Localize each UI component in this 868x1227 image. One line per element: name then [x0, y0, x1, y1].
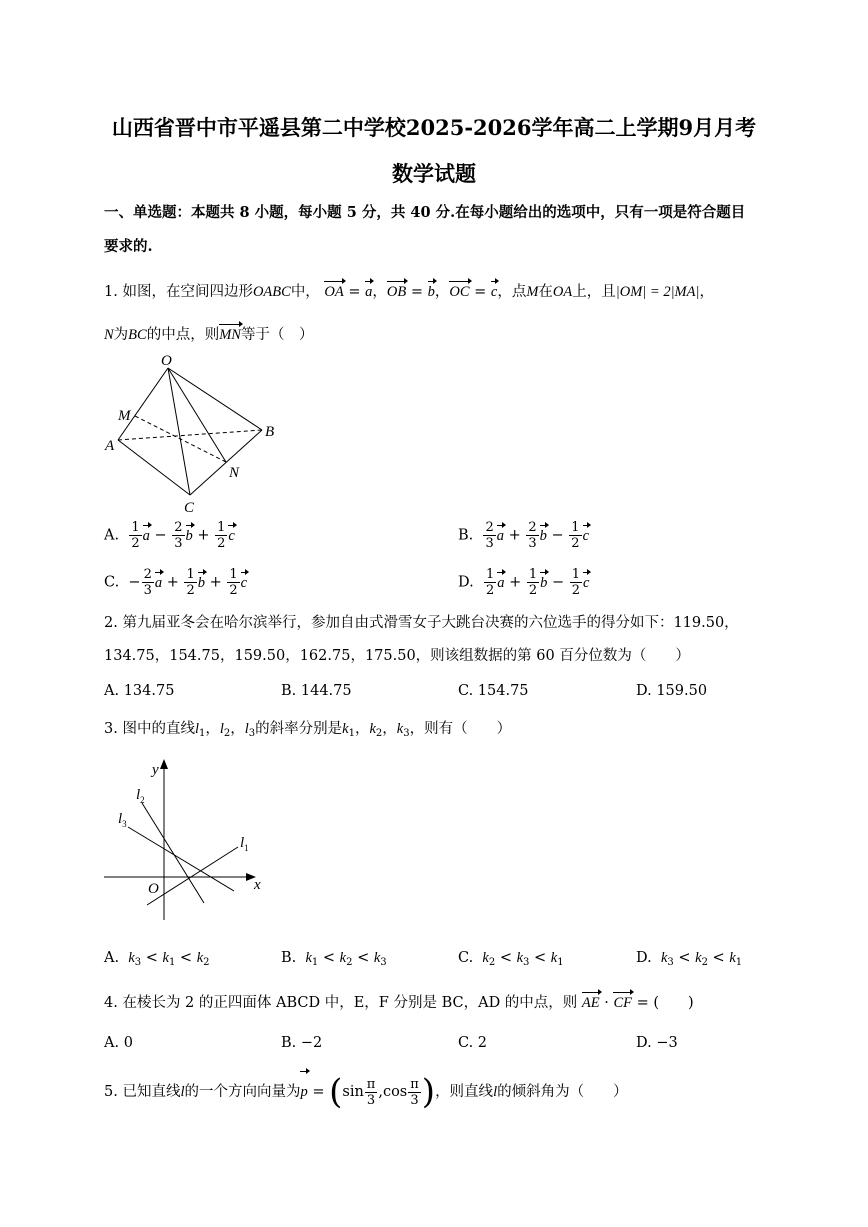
q3-number: 3.: [104, 721, 118, 737]
q4-stem: 4. 在棱长为 2 的正四面体 ABCD 中，E，F 分别是 BC，AD 的中点，则 AE · CF = ( ): [104, 995, 694, 1011]
fraction-pi-3: $\frac{\pi}{3}$: [366, 1076, 376, 1108]
option-label: B.: [281, 950, 297, 966]
q4-option-b[interactable]: B. −2: [281, 1035, 323, 1051]
section-heading: 一、单选题：本题共 8 小题，每小题 5 分，共 40 分.在每小题给出的选项中，只有一项是符合题目: [104, 204, 746, 221]
vector-b: b: [540, 574, 548, 591]
fraction: $\frac{1}{2}$: [229, 567, 238, 598]
q2-option-c[interactable]: C. 154.75: [458, 683, 529, 699]
label-n: N: [229, 465, 240, 481]
q1-stem-line2: [104, 325, 313, 345]
q1-option-a[interactable]: A. $\frac{1}{2}$ a − $\frac{2}{3}$ b + $\frac{1}{2}$ c: [104, 520, 235, 551]
q4-tail: = ( ): [636, 995, 694, 1011]
q4-text: 4. 在棱长为 2 的正四面体 ABCD 中，E，F 分别是 BC，AD 的中点，则: [104, 995, 578, 1011]
edge-ac: [118, 440, 190, 495]
q2-stem: 2. 第九届亚冬会在哈尔滨举行，参加自由式滑雪女子大跳台决赛的六位选手的得分如下：119.50，: [104, 615, 739, 631]
vector-p: p: [300, 1072, 307, 1112]
q1-text: 在: [538, 284, 553, 300]
q1-text: 为: [113, 327, 129, 343]
fraction: $\frac{1}{2}$: [131, 520, 140, 551]
q3-option-a[interactable]: A. $k_3 < k_1 < k_2$: [104, 950, 210, 968]
option-label: C.: [458, 950, 474, 966]
q3-option-c[interactable]: C. $k_2 < k_3 < k_1$: [458, 950, 564, 968]
segment-on: [168, 368, 226, 462]
y-axis-arrow: [160, 759, 168, 769]
q1-quad: OABC: [252, 284, 291, 300]
q2-option-b[interactable]: B. 144.75: [281, 683, 352, 699]
fraction: $\frac{2}{3}$: [528, 520, 537, 551]
q1-number: 1.: [104, 284, 118, 300]
label-m: M: [118, 408, 131, 424]
label-o: O: [161, 353, 172, 369]
label-b: B: [265, 424, 275, 440]
vector-b: b: [427, 284, 435, 300]
vector-b: b: [197, 574, 205, 591]
q5-stem: 5. 已知直线l的一个方向向量为p = (sin $\frac{\pi}{3}$ ,cos $\frac{\pi}{3}$ )，则直线l的倾斜角为（ ）: [104, 1072, 628, 1112]
edge-ob: [168, 368, 262, 430]
q1-point-m: M: [526, 284, 539, 300]
document-title: 山西省晋中市平遥县第二中学校2025-2026学年高二上学期9月月考: [111, 115, 757, 140]
q5-line-l: l: [493, 1084, 498, 1100]
fraction: $\frac{1}{2}$: [217, 520, 226, 551]
vector-c: c: [228, 527, 235, 544]
q1-text: ，点: [497, 284, 527, 300]
fraction: $\frac{1}{2}$: [485, 567, 495, 598]
q1-option-c[interactable]: C. − $\frac{2}{3}$ a + $\frac{1}{2}$ b + $\frac{1}{2}$ c: [104, 567, 248, 598]
q3-option-b[interactable]: B. $k_1 < k_2 < k_3$: [281, 950, 387, 968]
q1-option-b[interactable]: B. $\frac{2}{3}$ a + $\frac{2}{3}$ b − $\frac{1}{2}$ c: [458, 520, 590, 551]
sin-label: sin: [342, 1084, 364, 1100]
q2-stem-line2: 134.75，154.75，159.50，162.75，175.50，则该组数据的第 60 百分位数为（ ）: [104, 648, 690, 664]
q1-text: 等于（ ）: [240, 327, 314, 343]
q2-option-d[interactable]: D. 159.50: [636, 683, 708, 699]
edge-oc: [168, 368, 190, 495]
fraction: $\frac{1}{2}$: [186, 567, 195, 598]
label-l2: $l_2$: [136, 787, 145, 805]
q3-option-d[interactable]: D. $k_3 < k_2 < k_1$: [636, 950, 743, 968]
q5-text: 的一个方向向量为: [184, 1084, 301, 1100]
option-label: D.: [636, 950, 652, 966]
label-origin: O: [148, 881, 159, 897]
vector-c: c: [490, 284, 498, 300]
q1-condition: |OM| = 2|MA|: [615, 284, 700, 300]
option-label: D.: [458, 574, 474, 591]
q1-text: 上，且: [572, 284, 616, 300]
label-x: x: [254, 877, 261, 893]
q4-option-a[interactable]: A. 0: [104, 1035, 133, 1051]
section-heading-cont: 要求的.: [104, 238, 153, 255]
vector-c: c: [583, 574, 590, 591]
q5-text: 5. 已知直线: [104, 1084, 181, 1100]
vector-a: a: [497, 574, 505, 591]
edge-ab-hidden: [118, 430, 262, 440]
option-label: C.: [104, 574, 120, 591]
q3-text: ，则有（ ）: [409, 721, 512, 737]
fraction: $\frac{1}{2}$: [528, 567, 538, 598]
q5-line-l: l: [180, 1084, 185, 1100]
fraction: $\frac{2}{3}$: [143, 567, 152, 598]
q1-text: 如图，在空间四边形: [122, 284, 253, 300]
q5-text: 的倾斜角为（ ）: [497, 1084, 628, 1100]
fraction: $\frac{2}{3}$: [485, 520, 494, 551]
vector-b: b: [185, 527, 193, 544]
vector-c: c: [582, 527, 590, 544]
label-l3: $l_3$: [118, 811, 127, 829]
option-label: A.: [104, 950, 120, 966]
option-label: A.: [104, 527, 120, 544]
q1-point-n: N: [104, 327, 114, 343]
q1-segment-bc: BC: [128, 327, 147, 343]
cos-label: cos: [382, 1084, 408, 1100]
line-l3: [128, 827, 234, 891]
q1-text: 的中点，则: [146, 327, 220, 343]
vector-a: a: [142, 527, 150, 544]
lines-graph: [100, 755, 275, 925]
vector-c: c: [240, 574, 248, 591]
q4-option-d[interactable]: D. −3: [636, 1035, 678, 1051]
fraction: $\frac{1}{2}$: [571, 520, 580, 551]
q5-text: ，则直线: [435, 1084, 494, 1100]
fraction-pi-3: $\frac{\pi}{3}$: [410, 1076, 419, 1108]
vector-ob: OB: [386, 284, 407, 300]
label-c: C: [184, 500, 195, 515]
label-a: A: [105, 438, 115, 454]
vector-a: a: [154, 574, 163, 591]
vector-a: a: [496, 527, 505, 544]
vector-oc: OC: [449, 284, 470, 300]
edge-cb: [190, 430, 262, 495]
q4-option-c[interactable]: C. 2: [458, 1035, 488, 1051]
fraction: $\frac{2}{3}$: [174, 520, 183, 551]
vector-cf: CF: [613, 995, 632, 1011]
option-label: B.: [458, 527, 474, 544]
vector-oa: OA: [324, 284, 344, 300]
q1-option-d[interactable]: D. $\frac{1}{2}$ a + $\frac{1}{2}$ b − $\frac{1}{2}$ c: [458, 567, 590, 598]
q2-option-a[interactable]: A. 134.75: [104, 683, 175, 699]
vector-mn: MN: [219, 327, 241, 343]
fraction: $\frac{1}{2}$: [571, 567, 581, 598]
q1-segment-oa: OA: [552, 284, 573, 300]
vector-ae: AE: [581, 995, 600, 1011]
vector-b: b: [539, 527, 547, 544]
document-subtitle: 数学试题: [392, 161, 476, 186]
line-l1: [147, 847, 238, 905]
vector-a: a: [365, 284, 373, 300]
q3-text: 图中的直线: [122, 721, 195, 737]
tetrahedron-figure: [100, 350, 290, 515]
q1-stem: 1. 如图，在空间四边形OABC中， OA = a，OB = b，OC = c，点M在OA上，且|OM| = 2|MA|，: [104, 284, 714, 300]
q3-stem: 3. 图中的直线$l_1$，$l_2$，$l_3$的斜率分别是$k_1$，$k_2$，$k_3$，则有（ ）: [104, 721, 512, 739]
label-l1: $l_1$: [240, 835, 249, 853]
label-y: y: [152, 762, 159, 778]
q3-text: 的斜率分别是: [255, 721, 343, 737]
q1-text: 中，: [290, 284, 320, 300]
